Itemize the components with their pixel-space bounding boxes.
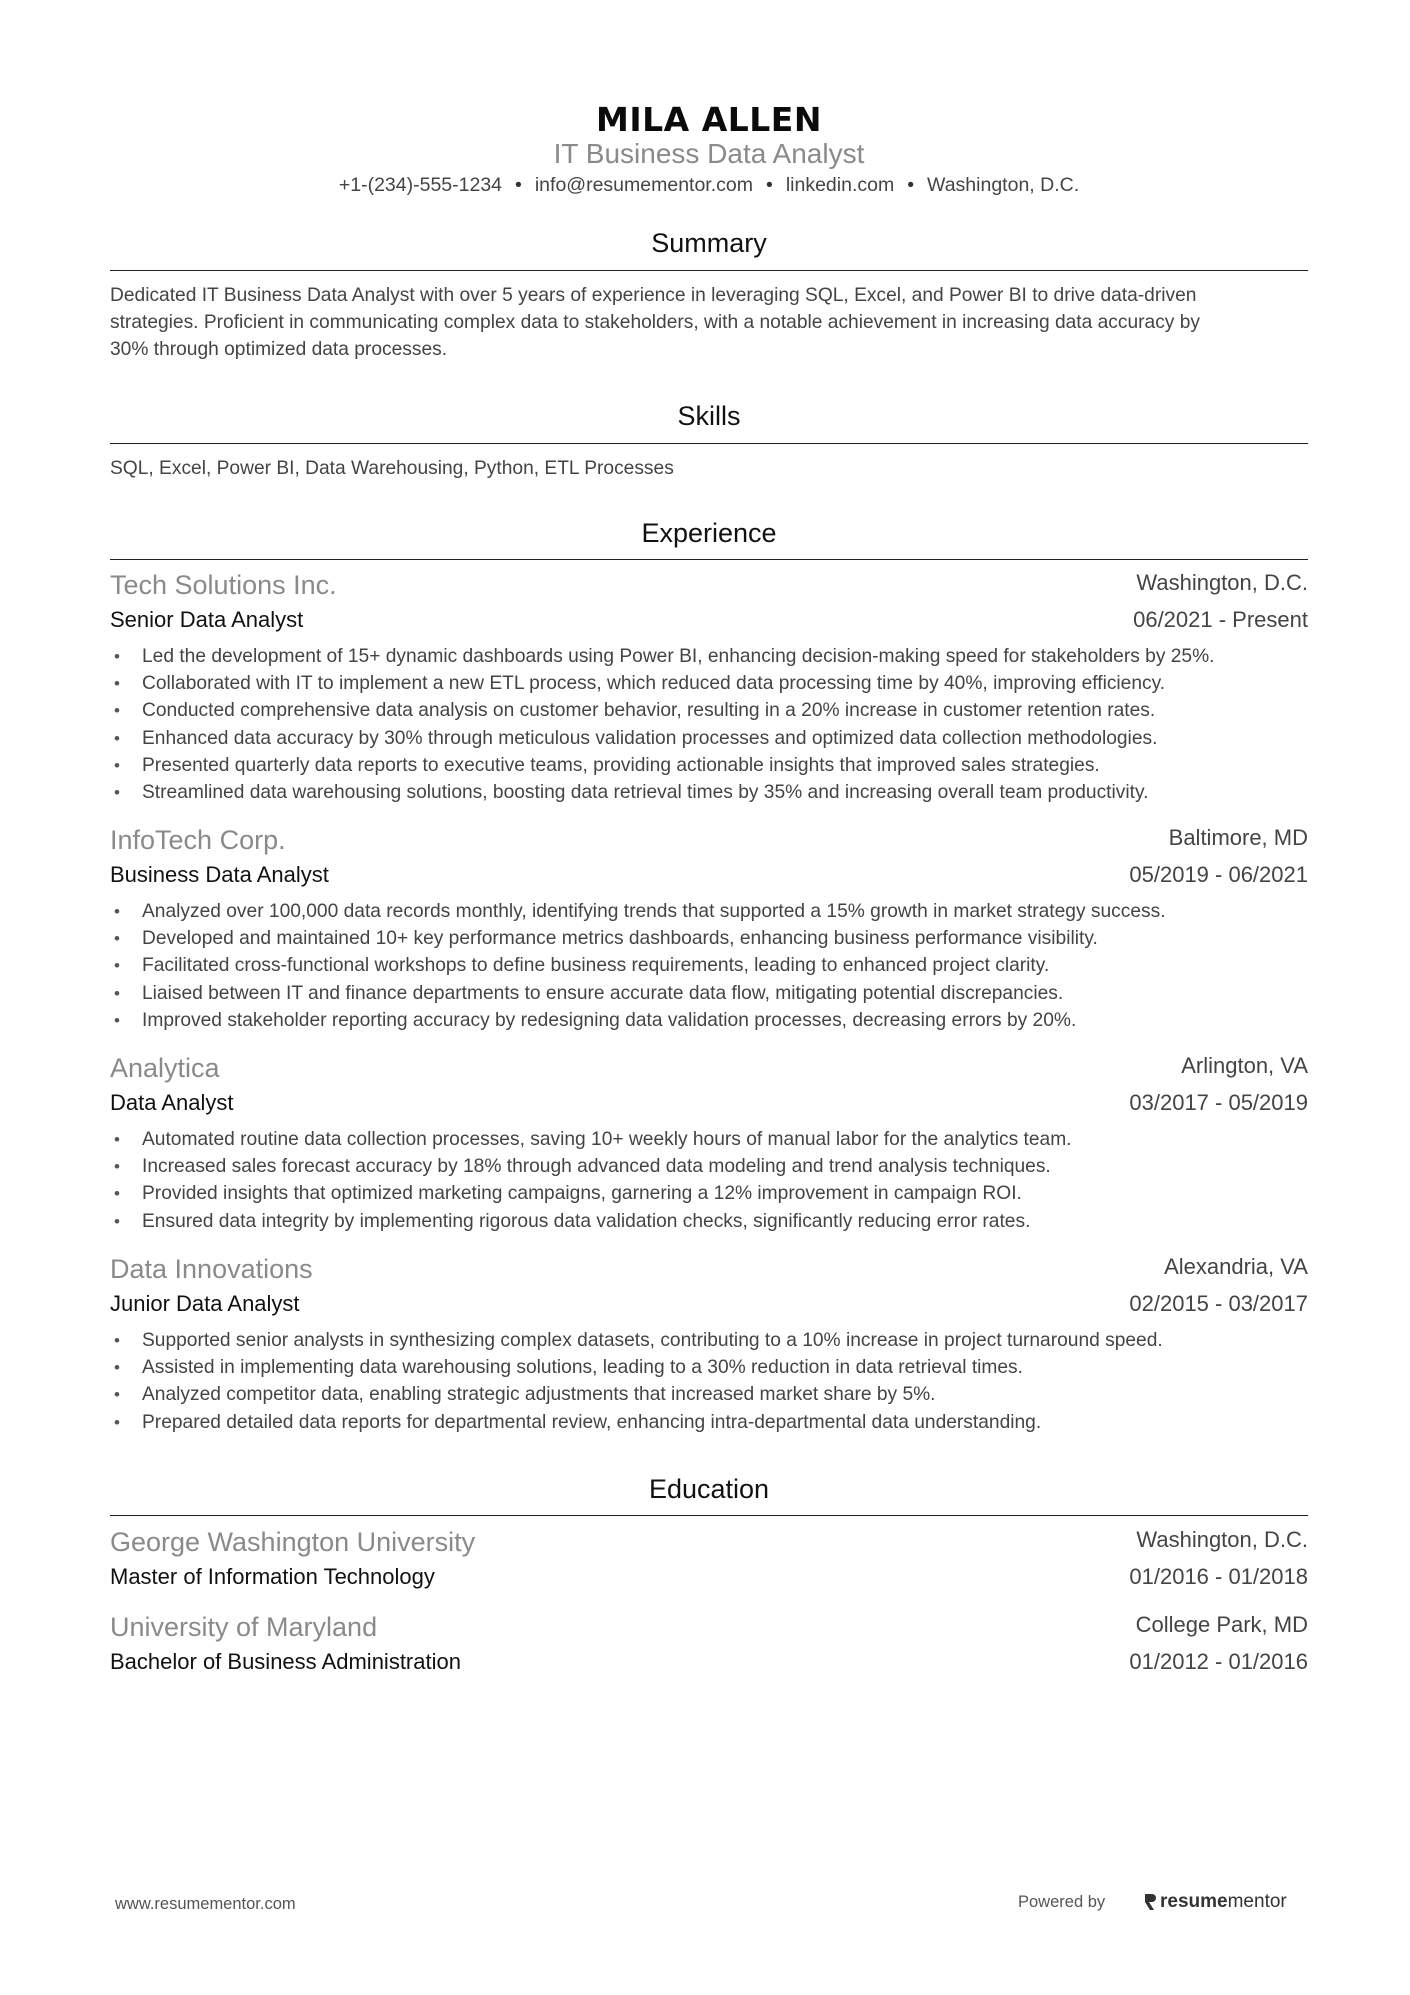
summary-heading: Summary [651, 228, 767, 258]
contact-phone: +1-(234)-555-1234 [338, 174, 503, 196]
contact-line [110, 174, 1308, 197]
job-dates: 02/2015 - 03/2017 [1129, 1291, 1308, 1316]
education-dates: 01/2016 - 01/2018 [1129, 1564, 1308, 1589]
job-subheader [110, 1291, 1308, 1323]
job-company: Data Innovations [110, 1254, 313, 1284]
job-dates: 03/2017 - 05/2019 [1129, 1090, 1308, 1115]
list-item: • Liaised between IT and finance departments to ensure accurate data flow, mitigating potential discrepancies. [110, 980, 1308, 1007]
separator-dot: • [907, 174, 915, 196]
education-degree: Bachelor of Business Administration [110, 1649, 461, 1674]
job-location: Washington, D.C. [1136, 570, 1308, 595]
education-heading: Education [648, 1474, 770, 1504]
contact-email[interactable]: info@resumementor.com [534, 174, 753, 196]
list-item: • Analyzed over 100,000 data records monthly, identifying trends that supported a 15% growth in market strategy success. [110, 898, 1308, 925]
job-header [110, 1053, 1308, 1085]
separator-dot: • [765, 174, 773, 196]
job-dates: 06/2021 - Present [1133, 607, 1308, 632]
brand-name [1160, 1891, 1287, 1913]
list-item: • Developed and maintained 10+ key performance metrics dashboards, enhancing business performance visibility. [110, 925, 1308, 952]
list-item: • Prepared detailed data reports for departmental review, enhancing intra-departmental data understanding. [110, 1409, 1308, 1436]
summary-line: strategies. Proficient in communicating complex data to stakeholders, with a notable achievement in increasing data accuracy by [110, 312, 1200, 333]
list-item: • Assisted in implementing data warehousing solutions, leading to a 30% reduction in data retrieval times. [110, 1354, 1308, 1381]
job-company: InfoTech Corp. [110, 825, 286, 855]
list-item: • Ensured data integrity by implementing rigorous data validation checks, significantly reducing error rates. [110, 1208, 1308, 1235]
summary-line: 30% through optimized data processes. [110, 339, 448, 360]
list-item: • Enhanced data accuracy by 30% through meticulous validation processes and optimized data collection methodologies. [110, 725, 1308, 752]
contact-linkedin[interactable]: linkedin.com [785, 174, 895, 196]
list-item: • Provided insights that optimized marketing campaigns, garnering a 12% improvement in campaign ROI. [110, 1180, 1308, 1207]
education-subheader [110, 1564, 1308, 1596]
job-location: Baltimore, MD [1168, 825, 1308, 850]
section-divider [110, 443, 1308, 444]
job-company: Analytica [110, 1053, 220, 1083]
education-school: University of Maryland [110, 1612, 378, 1642]
list-item: • Supported senior analysts in synthesizing complex datasets, contributing to a 10% increase in project turnaround speed. [110, 1327, 1308, 1354]
job-header [110, 825, 1308, 857]
contact-location: Washington, D.C. [927, 174, 1080, 196]
list-item: • Improved stakeholder reporting accuracy by redesigning data validation processes, decreasing errors by 20%. [110, 1007, 1308, 1034]
education-header [110, 1612, 1308, 1644]
brand-logo[interactable] [1143, 1889, 1287, 1915]
job-location: Arlington, VA [1181, 1053, 1308, 1078]
list-item: • Led the development of 15+ dynamic dashboards using Power BI, enhancing decision-making speed for stakeholders by 25%. [110, 643, 1308, 670]
job-subheader [110, 1090, 1308, 1122]
skills-text: SQL, Excel, Power BI, Data Warehousing, Python, ETL Processes [110, 458, 674, 479]
brand-name-light: mentor [1227, 1891, 1287, 1912]
resumementor-logo-icon [1143, 1892, 1157, 1912]
education-header [110, 1527, 1308, 1559]
education-location: Washington, D.C. [1136, 1527, 1308, 1552]
job-location: Alexandria, VA [1164, 1254, 1308, 1279]
list-item: • Conducted comprehensive data analysis on customer behavior, resulting in a 20% increase in customer retention rates. [110, 697, 1308, 724]
footer-url[interactable]: www.resumementor.com [115, 1895, 296, 1913]
list-item: • Automated routine data collection processes, saving 10+ weekly hours of manual labor for the analytics team. [110, 1126, 1308, 1153]
education-location: College Park, MD [1135, 1612, 1308, 1637]
education-school: George Washington University [110, 1527, 476, 1557]
candidate-name: MILA ALLEN [596, 100, 822, 139]
list-item: • Presented quarterly data reports to executive teams, providing actionable insights that improved sales strategies. [110, 752, 1308, 779]
list-item: • Facilitated cross-functional workshops to define business requirements, leading to enhanced project clarity. [110, 952, 1308, 979]
job-bullets [110, 898, 1308, 1034]
candidate-title: IT Business Data Analyst [553, 138, 865, 169]
skills-heading: Skills [677, 401, 741, 431]
job-role: Business Data Analyst [110, 862, 329, 887]
list-item: • Streamlined data warehousing solutions, boosting data retrieval times by 35% and increasing overall team productivity. [110, 779, 1308, 806]
summary-text [110, 282, 1308, 363]
section-divider [110, 1515, 1308, 1516]
job-dates: 05/2019 - 06/2021 [1129, 862, 1308, 887]
job-subheader [110, 862, 1308, 894]
job-subheader [110, 607, 1308, 639]
job-bullets [110, 1126, 1308, 1235]
brand-name-bold: resume [1160, 1891, 1228, 1912]
experience-heading: Experience [641, 518, 777, 548]
education-subheader [110, 1649, 1308, 1681]
job-role: Senior Data Analyst [110, 607, 304, 632]
section-divider [110, 270, 1308, 271]
job-header [110, 1254, 1308, 1286]
list-item: • Increased sales forecast accuracy by 18% through advanced data modeling and trend analysis techniques. [110, 1153, 1308, 1180]
job-bullets [110, 1327, 1308, 1436]
education-dates: 01/2012 - 01/2016 [1129, 1649, 1308, 1674]
job-header [110, 570, 1308, 602]
list-item: • Collaborated with IT to implement a new ETL process, which reduced data processing time by 40%, improving efficiency. [110, 670, 1308, 697]
section-divider [110, 559, 1308, 560]
powered-by-label: Powered by [1018, 1893, 1106, 1911]
summary-line: Dedicated IT Business Data Analyst with over 5 years of experience in leveraging SQL, Excel, and Power BI to drive data-driven [110, 285, 1197, 306]
job-role: Junior Data Analyst [110, 1291, 300, 1316]
separator-dot: • [515, 174, 522, 196]
job-company: Tech Solutions Inc. [110, 570, 337, 600]
job-role: Data Analyst [110, 1090, 234, 1115]
list-item: • Analyzed competitor data, enabling strategic adjustments that increased market share by 5%. [110, 1381, 1308, 1408]
job-bullets [110, 643, 1308, 806]
education-degree: Master of Information Technology [110, 1564, 435, 1589]
